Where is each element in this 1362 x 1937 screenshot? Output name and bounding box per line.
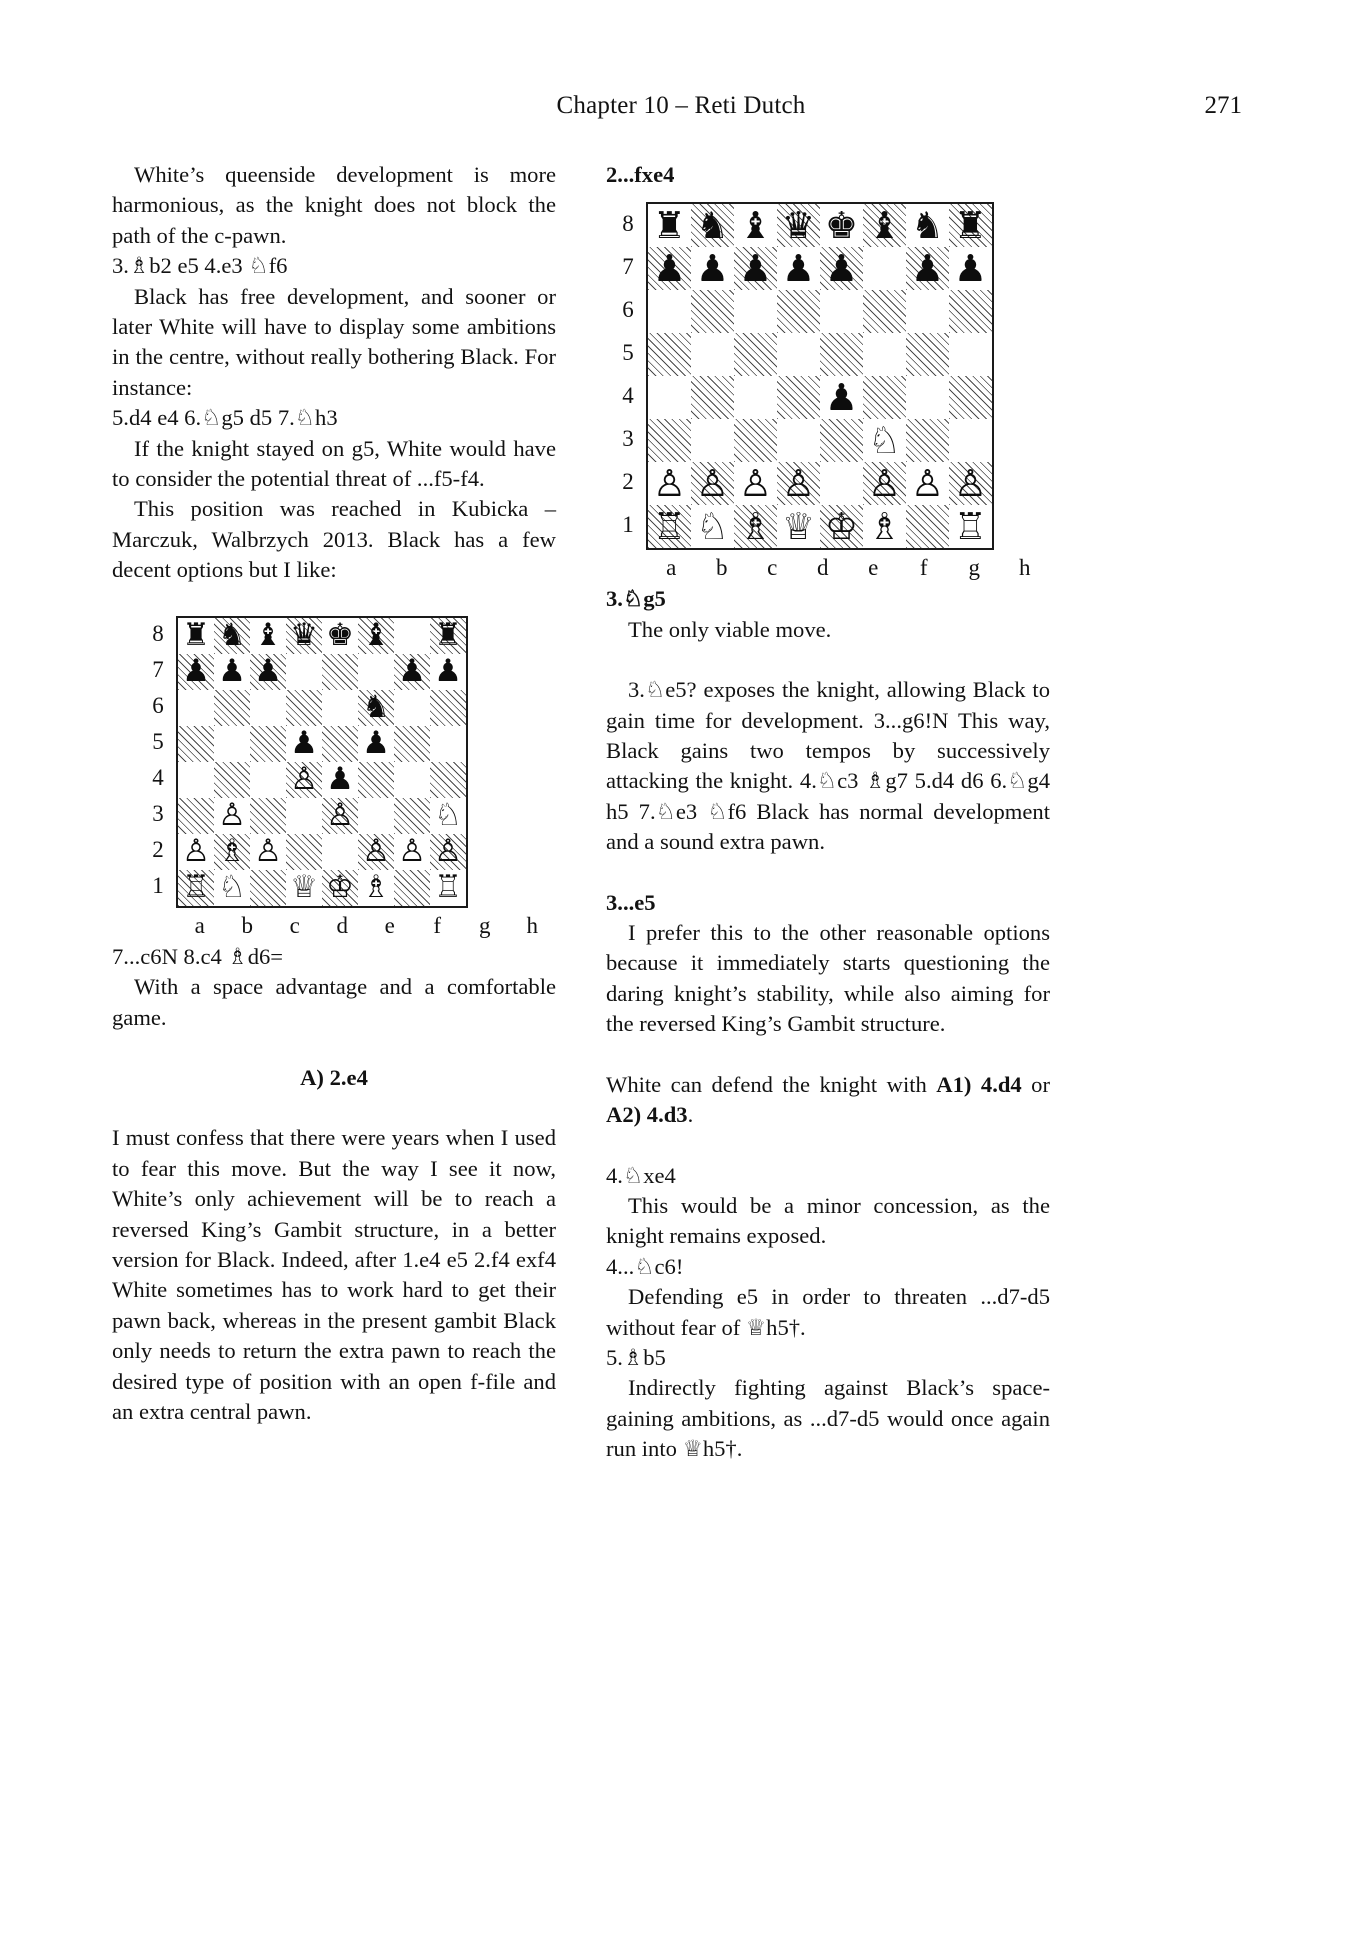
paragraph: This position was reached in Kubicka – Marczuk, Walbrzych 2013. Black has a few decent options but I like: (112, 496, 556, 583)
chess-piece: ♙ (362, 833, 390, 870)
chess-piece: ♟ (362, 725, 390, 762)
board-square (358, 798, 394, 834)
right-column (606, 160, 1050, 1860)
board-square (178, 762, 214, 798)
chess-piece: ♟ (910, 247, 945, 291)
file-label: h (526, 912, 538, 938)
left-column (112, 160, 556, 1860)
chess-piece: ♟ (953, 247, 988, 291)
file-labels (646, 550, 1050, 581)
board-square (820, 290, 863, 333)
board-square (906, 333, 949, 376)
paragraph: 3.♘e5? exposes the knight, allowing Black to gain time for development. 3...g6!N This way, Black gains two tempos by successively attacking the knight. 4.♘c3 ♗g7 5.d4 d6 6.♘g4 h5 7.♘e3 ♘f6 Black has normal development and a sound extra pawn. (606, 677, 1050, 855)
board-square (691, 505, 734, 548)
board-square (214, 618, 250, 654)
file-label: a (666, 555, 677, 581)
board-square (734, 505, 777, 548)
board-square (777, 290, 820, 333)
chess-piece: ♟ (824, 247, 859, 291)
board-square (906, 376, 949, 419)
board-square (430, 870, 466, 906)
chess-piece: ♙ (953, 462, 988, 506)
board-square (734, 333, 777, 376)
running-head (120, 92, 1242, 126)
board-square (214, 798, 250, 834)
chess-piece: ♟ (695, 247, 730, 291)
board-square (250, 834, 286, 870)
board-square (250, 870, 286, 906)
chess-piece: ♜ (652, 204, 687, 248)
board-square (178, 726, 214, 762)
board-square (949, 290, 992, 333)
board-square (430, 798, 466, 834)
chess-piece: ♖ (652, 505, 687, 549)
board-square (906, 290, 949, 333)
rank-label: 4 (622, 383, 634, 409)
board-square (322, 726, 358, 762)
file-label: b (716, 555, 728, 581)
file-label: b (241, 912, 253, 938)
board-square (777, 462, 820, 505)
file-label: c (289, 912, 300, 938)
board-square (691, 333, 734, 376)
chess-piece: ♘ (218, 869, 246, 906)
board-square (214, 654, 250, 690)
board-square (394, 870, 430, 906)
file-label: d (336, 912, 348, 938)
paragraph: With a space advantage and a comfortable game. (112, 974, 556, 1030)
board-square (820, 419, 863, 462)
board-square (286, 726, 322, 762)
board-square (734, 290, 777, 333)
board-square (394, 618, 430, 654)
board-square (286, 618, 322, 654)
board-square (394, 798, 430, 834)
text-end: . (687, 1102, 694, 1128)
rank-label: 1 (622, 512, 634, 538)
rank-label: 3 (622, 426, 634, 452)
paragraph: This would be a minor concession, as the knight remains exposed. (606, 1192, 1050, 1249)
board-square (820, 204, 863, 247)
board-square (214, 726, 250, 762)
rank-label: 5 (152, 729, 164, 755)
chess-piece: ♙ (781, 462, 816, 506)
board-square (777, 333, 820, 376)
chess-piece: ♙ (434, 833, 462, 870)
chess-piece: ♜ (182, 617, 210, 654)
board-square (286, 798, 322, 834)
board-square (250, 654, 286, 690)
chess-board (646, 202, 994, 550)
file-label: e (868, 555, 879, 581)
board-square (394, 690, 430, 726)
board-square (250, 690, 286, 726)
chess-piece: ♜ (953, 204, 988, 248)
board-square (906, 462, 949, 505)
paragraph: I must confess that there were years when I used to fear this move. But the way I see it now, White’s only achievement will be to reach a reversed King’s Gambit structure, in a better version for Black. Indeed, after 1.e4 e5 2.f4 exf4 White sometimes has to work hard to get their pawn back, whereas in the present gambit Black only needs to return the extra pawn to reach the desired type of position with an open f-file and an extra central pawn. (112, 1125, 556, 1424)
board-square (430, 618, 466, 654)
rank-label: 8 (152, 621, 164, 647)
board-square (394, 762, 430, 798)
rank-label: 2 (152, 837, 164, 863)
board-square (286, 870, 322, 906)
move-line: 5.♗b5 (606, 1344, 666, 1370)
board-square (322, 654, 358, 690)
board-square (777, 376, 820, 419)
chess-piece: ♞ (362, 689, 390, 726)
file-label: c (767, 555, 778, 581)
file-label: h (1019, 555, 1031, 581)
chess-piece: ♕ (781, 505, 816, 549)
board-square (949, 247, 992, 290)
chapter-title: Chapter 10 – Reti Dutch (556, 92, 806, 119)
chess-piece: ♗ (362, 869, 390, 906)
board-square (734, 376, 777, 419)
board-square (949, 204, 992, 247)
board-square (734, 462, 777, 505)
board-square (777, 204, 820, 247)
move-line: 5.d4 e4 6.♘g5 d5 7.♘h3 (112, 405, 338, 431)
chess-piece: ♔ (824, 505, 859, 549)
board-square (863, 376, 906, 419)
chess-piece: ♘ (867, 419, 902, 463)
chess-piece: ♖ (434, 869, 462, 906)
board-square (777, 419, 820, 462)
board-square (820, 505, 863, 548)
board-square (358, 762, 394, 798)
board-square (358, 726, 394, 762)
board-square (214, 870, 250, 906)
rank-labels (620, 202, 646, 546)
board-square (863, 333, 906, 376)
chess-piece: ♝ (254, 617, 282, 654)
chess-piece: ♙ (398, 833, 426, 870)
board-square (286, 690, 322, 726)
board-square (358, 834, 394, 870)
rank-label: 6 (152, 693, 164, 719)
chess-piece: ♚ (326, 617, 354, 654)
board-square (734, 419, 777, 462)
board-square (250, 762, 286, 798)
chess-piece: ♟ (326, 761, 354, 798)
paragraph: Defending e5 in order to threaten ...d7-d5 without fear of ♕h5†. (606, 1284, 1050, 1340)
board-square (394, 726, 430, 762)
chess-piece: ♗ (218, 833, 246, 870)
board-square (906, 419, 949, 462)
chess-piece: ♟ (218, 653, 246, 690)
chess-piece: ♛ (290, 617, 318, 654)
chess-piece: ♙ (867, 462, 902, 506)
chess-piece: ♚ (824, 204, 859, 248)
paragraph: If the knight stayed on g5, White would have to consider the potential threat of ...f5-f4. (112, 435, 556, 492)
board-square (734, 204, 777, 247)
board-square (322, 762, 358, 798)
board-square (906, 204, 949, 247)
rank-label: 1 (152, 873, 164, 899)
paragraph: Indirectly fighting against Black’s space-gaining ambitions, as ...d7-d5 would once again run into ♕h5†. (606, 1375, 1050, 1462)
board-square (820, 333, 863, 376)
chess-piece: ♟ (781, 247, 816, 291)
board-square (358, 654, 394, 690)
board-square (691, 204, 734, 247)
board-square (178, 618, 214, 654)
paragraph: The only viable move. (628, 616, 832, 642)
text-mid: or (1021, 1071, 1050, 1097)
board-square (863, 419, 906, 462)
board-square (286, 834, 322, 870)
chess-piece: ♙ (290, 761, 318, 798)
rank-label: 6 (622, 297, 634, 323)
chess-piece: ♙ (254, 833, 282, 870)
file-label: f (919, 555, 928, 581)
chess-piece: ♞ (218, 617, 246, 654)
move-line-bold: 2...fxe4 (606, 162, 675, 187)
board-square (734, 247, 777, 290)
board-square (863, 204, 906, 247)
board-square (863, 290, 906, 333)
chess-piece: ♛ (781, 204, 816, 248)
chess-piece: ♙ (326, 797, 354, 834)
board-square (863, 247, 906, 290)
rank-label: 4 (152, 765, 164, 791)
chess-piece: ♙ (695, 462, 730, 506)
board-square (322, 618, 358, 654)
chess-diagram-left (150, 616, 556, 938)
board-square (214, 762, 250, 798)
board-square (949, 462, 992, 505)
chess-piece: ♘ (695, 505, 730, 549)
board-square (322, 798, 358, 834)
board-square (214, 690, 250, 726)
chess-piece: ♙ (218, 797, 246, 834)
rank-label: 3 (152, 801, 164, 827)
board-square (863, 505, 906, 548)
chess-piece: ♙ (652, 462, 687, 506)
chess-piece: ♞ (910, 204, 945, 248)
board-square (394, 834, 430, 870)
board-square (178, 798, 214, 834)
board-square (863, 462, 906, 505)
chess-piece: ♟ (290, 725, 318, 762)
board-square (250, 618, 286, 654)
board-square (358, 690, 394, 726)
board-square (322, 690, 358, 726)
move-line: 4.♘xe4 (606, 1162, 676, 1188)
move-line-bold: 3.♘g5 (606, 586, 666, 612)
board-square (214, 834, 250, 870)
board-square (777, 247, 820, 290)
board-square (648, 462, 691, 505)
board-square (906, 247, 949, 290)
chess-piece: ♖ (182, 869, 210, 906)
board-square (820, 462, 863, 505)
board-square (949, 505, 992, 548)
file-label: g (968, 555, 980, 581)
board-square (949, 376, 992, 419)
board-square (820, 247, 863, 290)
file-labels (176, 908, 556, 938)
board-square (394, 654, 430, 690)
board-square (358, 870, 394, 906)
file-label: f (433, 912, 442, 938)
board-square (691, 462, 734, 505)
board-square (430, 726, 466, 762)
move-line: 4...♘c6! (606, 1253, 684, 1279)
chess-piece: ♟ (254, 653, 282, 690)
paragraph: I prefer this to the other reasonable options because it immediately starts questioning the daring knight’s stability, while also aiming for the reversed King’s Gambit structure. (606, 920, 1050, 1037)
board-square (250, 726, 286, 762)
move-line: 7...c6N 8.c4 ♗d6= (112, 943, 284, 969)
board-square (648, 376, 691, 419)
board-square (648, 333, 691, 376)
option-a1: A1) 4.d4 (936, 1071, 1022, 1097)
rank-labels (150, 616, 176, 904)
chess-piece: ♘ (434, 797, 462, 834)
chess-piece: ♝ (362, 617, 390, 654)
board-square (648, 290, 691, 333)
board-square (691, 247, 734, 290)
board-square (648, 247, 691, 290)
board-square (430, 834, 466, 870)
chess-piece: ♕ (290, 869, 318, 906)
chess-piece: ♟ (824, 376, 859, 420)
paragraph: White’s queenside development is more harmonious, as the knight does not block the path of the c-pawn. (112, 162, 556, 248)
rank-label: 5 (622, 340, 634, 366)
board-square (178, 870, 214, 906)
board-square (777, 505, 820, 548)
board-square (322, 834, 358, 870)
page-number: 271 (1204, 92, 1242, 119)
chess-piece: ♟ (398, 653, 426, 690)
board-square (250, 798, 286, 834)
board-square (691, 290, 734, 333)
paragraph: Black has free development, and sooner or later White will have to display some ambitions in the centre, without really bothering Black. For instance: (112, 283, 556, 400)
chess-piece: ♙ (182, 833, 210, 870)
chess-piece: ♟ (182, 653, 210, 690)
board-square (178, 654, 214, 690)
rank-label: 7 (152, 657, 164, 683)
board-square (949, 419, 992, 462)
chess-piece: ♔ (326, 869, 354, 906)
chess-piece: ♙ (738, 462, 773, 506)
chess-piece: ♟ (434, 653, 462, 690)
board-square (648, 419, 691, 462)
chess-piece: ♗ (738, 505, 773, 549)
rank-label: 2 (622, 469, 634, 495)
text-pre: White can defend the knight with (606, 1071, 937, 1097)
board-square (430, 654, 466, 690)
chess-diagram-right (620, 202, 1050, 581)
chess-piece: ♜ (434, 617, 462, 654)
board-square (648, 505, 691, 548)
chess-piece: ♝ (867, 204, 902, 248)
board-square (178, 834, 214, 870)
move-line-bold: 3...e5 (606, 889, 656, 915)
paragraph-defend-knight (606, 1070, 1050, 1131)
move-line: 3.♗b2 e5 4.e3 ♘f6 (112, 253, 288, 279)
chess-piece: ♟ (652, 247, 687, 291)
board-square (286, 654, 322, 690)
board-square (906, 505, 949, 548)
page-body (112, 160, 1250, 1860)
file-label: e (384, 912, 395, 938)
board-square (322, 870, 358, 906)
chess-piece: ♝ (738, 204, 773, 248)
board-square (648, 204, 691, 247)
board-square (430, 690, 466, 726)
board-square (286, 762, 322, 798)
rank-label: 8 (622, 211, 634, 237)
chess-piece: ♖ (953, 505, 988, 549)
board-square (820, 376, 863, 419)
section-heading: A) 2.e4 (300, 1064, 368, 1090)
chess-piece: ♗ (867, 505, 902, 549)
chess-piece: ♙ (910, 462, 945, 506)
board-square (358, 618, 394, 654)
board-square (178, 690, 214, 726)
board-square (691, 419, 734, 462)
chess-piece: ♞ (695, 204, 730, 248)
rank-label: 7 (622, 254, 634, 280)
board-square (949, 333, 992, 376)
board-square (430, 762, 466, 798)
file-label: a (194, 912, 205, 938)
file-label: d (817, 555, 829, 581)
chess-board (176, 616, 468, 908)
chess-piece: ♟ (738, 247, 773, 291)
board-square (691, 376, 734, 419)
option-a2: A2) 4.d3 (606, 1102, 688, 1128)
file-label: g (479, 912, 491, 938)
